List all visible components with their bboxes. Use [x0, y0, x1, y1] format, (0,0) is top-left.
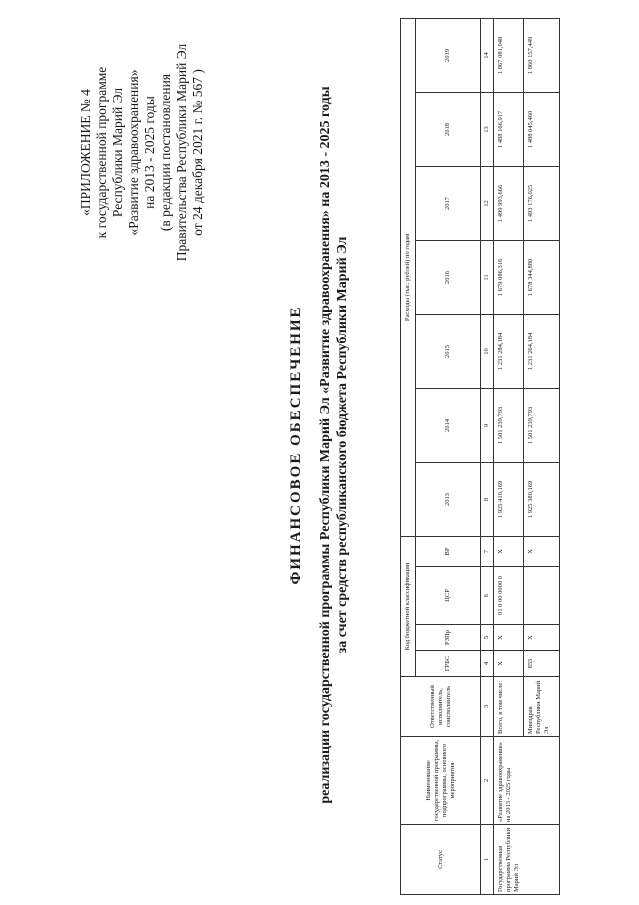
cell-csr — [524, 567, 560, 625]
document-subtitle: реализации государственной программы Республики Марий Эл «Развитие здравоохранения» на 2013 - 2025 годы — [318, 86, 333, 804]
col-number: 5 — [481, 625, 494, 651]
col-number: 7 — [481, 536, 494, 566]
cell-grbs: Х — [494, 651, 524, 677]
cell-value: 1 231 284,184 — [494, 314, 524, 388]
cell-status: Государственная программа Республики Марий Эл — [494, 825, 560, 895]
cell-value: 1 501 239,793 — [494, 388, 524, 462]
appendix-header — [78, 15, 206, 290]
col-number: 13 — [481, 92, 494, 166]
header-year: 2019 — [416, 18, 481, 92]
cell-value: 1 493 176,025 — [524, 166, 560, 240]
header-csr: ЦСР — [416, 567, 481, 625]
col-number: 9 — [481, 388, 494, 462]
cell-value: 1 925 380,169 — [524, 462, 560, 536]
cell-value: 1 488 045,460 — [524, 92, 560, 166]
cell-value: 1 501 239,793 — [524, 388, 560, 462]
financing-table — [400, 18, 560, 895]
appendix-line: (в редакции постановления — [158, 73, 173, 232]
cell-value: 1 860 157,449 — [524, 18, 560, 92]
cell-grbs: 855 — [524, 651, 560, 677]
header-rzpr: РЗПр — [416, 625, 481, 651]
cell-csr: 01 0 00 0000 0 — [494, 567, 524, 625]
header-year: 2015 — [416, 314, 481, 388]
appendix-line: на 2013 - 2025 годы — [142, 96, 157, 209]
header-status: Статус — [401, 825, 481, 895]
cell-responsible: Минздрав Республики Марий Эл — [524, 677, 560, 737]
appendix-line: Республики Марий Эл — [110, 87, 125, 218]
cell-value: 1 679 086,316 — [494, 240, 524, 314]
col-number: 14 — [481, 18, 494, 92]
header-year: 2018 — [416, 92, 481, 166]
cell-vr: Х — [494, 536, 524, 566]
title-block — [288, 45, 351, 845]
col-number: 2 — [481, 737, 494, 825]
cell-value: 1 499 993,666 — [494, 166, 524, 240]
appendix-line: к государственной программе — [94, 66, 109, 239]
col-number: 4 — [481, 651, 494, 677]
col-number: 3 — [481, 677, 494, 737]
header-responsible: Ответственный исполнитель, соисполнитель — [401, 677, 481, 737]
cell-rzpr: Х — [494, 625, 524, 651]
appendix-line: «Развитие здравоохранения» — [126, 69, 141, 236]
cell-responsible: Всего, в том числе: — [494, 677, 524, 737]
col-number: 8 — [481, 462, 494, 536]
cell-value: 1 231 264,184 — [524, 314, 560, 388]
appendix-line: Правительства Республики Марий Эл — [174, 43, 189, 262]
appendix-line: от 24 декабря 2021 г. № 567 ) — [190, 69, 205, 236]
col-number: 10 — [481, 314, 494, 388]
col-number: 11 — [481, 240, 494, 314]
cell-value: 1 488 166,917 — [494, 92, 524, 166]
header-vr: ВР — [416, 536, 481, 566]
header-year: 2017 — [416, 166, 481, 240]
appendix-line: «ПРИЛОЖЕНИЕ № 4 — [78, 89, 93, 216]
col-number: 6 — [481, 567, 494, 625]
header-year: 2014 — [416, 388, 481, 462]
document-subtitle-2: за счет средств республиканского бюджета Республики Марий Эл — [335, 236, 350, 654]
cell-value: 1 678 344,880 — [524, 240, 560, 314]
cell-value: 1 867 081,048 — [494, 18, 524, 92]
header-year: 2013 — [416, 462, 481, 536]
col-number: 1 — [481, 825, 494, 895]
cell-rzpr: Х — [524, 625, 560, 651]
document-title: ФИНАНСОВОЕ ОБЕСПЕЧЕНИЕ — [288, 305, 304, 585]
cell-value: 1 925 410,169 — [494, 462, 524, 536]
header-expenses: Расходы (тыс. рублей) по годам — [401, 18, 416, 536]
cell-vr: Х — [524, 536, 560, 566]
col-number: 12 — [481, 166, 494, 240]
cell-name: «Развитие здравоохранения» на 2013 - 2025 годы — [494, 737, 560, 825]
header-grbs: ГРБС — [416, 651, 481, 677]
header-year: 2016 — [416, 240, 481, 314]
header-budget-code: Код бюджетной классификации — [401, 536, 416, 676]
header-name: Наименование государственной программы, подпрограммы, основного мероприятия — [401, 737, 481, 825]
